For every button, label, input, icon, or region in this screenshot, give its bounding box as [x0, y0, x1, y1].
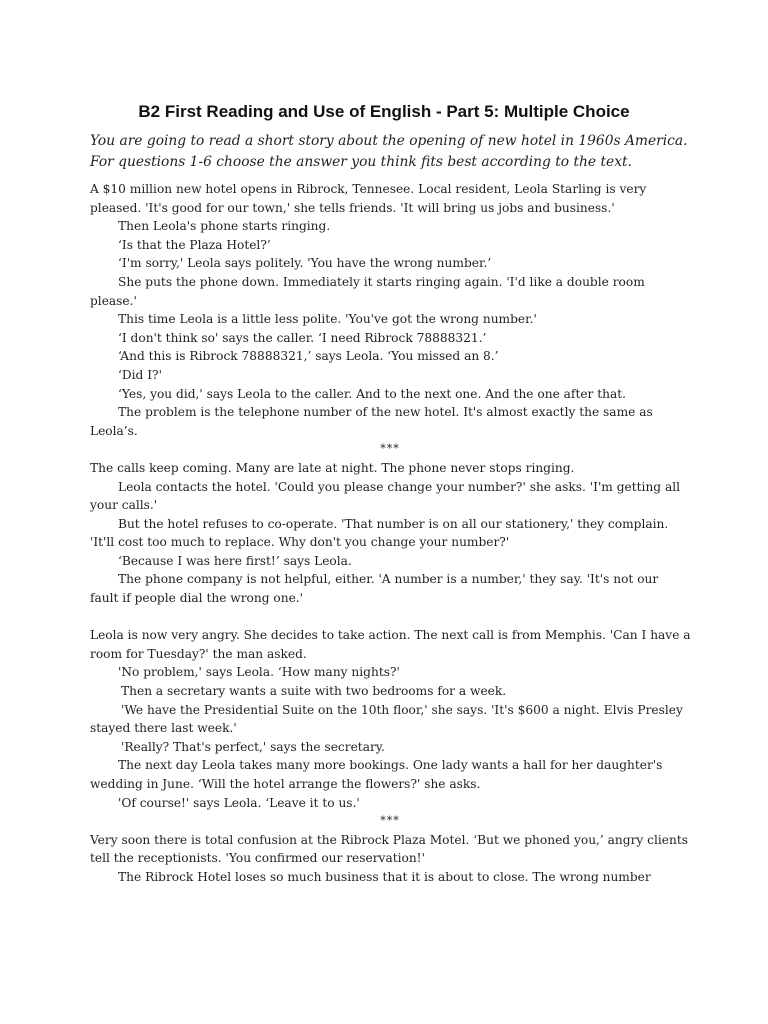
story-line: The next day Leola takes many more bookings. One lady wants a hall for her daughter's: [118, 758, 663, 773]
section-divider: ***: [380, 814, 400, 828]
story-line: ‘Did I?': [118, 367, 162, 382]
story-line: Very soon there is total confusion at the Ribrock Plaza Motel. ‘But we phoned you,’ angry clients: [90, 832, 689, 847]
story-line: The calls keep coming. Many are late at night. The phone never stops ringing.: [90, 460, 575, 475]
page-title: B2 First Reading and Use of English - Part 5: Multiple Choice: [138, 102, 630, 121]
story-line: room for Tuesday?' the man asked.: [90, 646, 307, 661]
instructions: [90, 131, 690, 173]
story-line: ‘Is that the Plaza Hotel?’: [118, 237, 271, 252]
section-divider: ***: [380, 442, 400, 456]
story-line: She puts the phone down. Immediately it starts ringing again. 'I'd like a double room: [118, 274, 645, 289]
story-text: [90, 180, 690, 887]
story-line: Leola contacts the hotel. 'Could you please change your number?' she asks. 'I'm getting all: [118, 479, 681, 494]
story-line: 'Really? That's perfect,' says the secretary.: [121, 739, 385, 754]
story-line: ‘Because I was here first!’ says Leola.: [118, 553, 352, 568]
story-line: The problem is the telephone number of the new hotel. It's almost exactly the same as: [118, 405, 653, 420]
story-line: wedding in June. ‘Will the hotel arrange the flowers?' she asks.: [90, 777, 481, 791]
story-line: But the hotel refuses to co-operate. 'That number is on all our stationery,' they complain.: [118, 516, 669, 531]
story-line: A $10 million new hotel opens in Ribrock, Tennesee. Local resident, Leola Starling is very: [90, 182, 647, 196]
story-line: Then a secretary wants a suite with two bedrooms for a week.: [121, 684, 507, 699]
story-line: 'We have the Presidential Suite on the 10th floor,' she says. 'It's $600 a night. Elvis Presley: [121, 702, 683, 717]
paragraph-gap: [90, 608, 690, 627]
story-line: your calls.': [90, 498, 158, 513]
story-line: 'Of course!' says Leola. ‘Leave it to us.': [118, 795, 360, 810]
story-line: please.': [90, 293, 137, 308]
instructions-line: For questions 1-6 choose the answer you think fits best according to the text.: [90, 154, 632, 170]
story-line: 'No problem,' says Leola. ‘How many nights?': [118, 665, 400, 680]
instructions-line: You are going to read a short story about the opening of new hotel in 1960s America.: [90, 133, 688, 149]
story-line: pleased. 'It's good for our town,' she tells friends. 'It will bring us jobs and business.': [90, 200, 615, 215]
story-line: The Ribrock Hotel loses so much business that it is about to close. The wrong number: [118, 869, 651, 884]
story-line: tell the receptionists. 'You confirmed our reservation!': [90, 851, 425, 866]
story-line: ‘I don't think so' says the caller. ‘I need Ribrock 78888321.’: [118, 330, 487, 345]
story-line: fault if people dial the wrong one.': [90, 591, 304, 606]
story-line: ‘Yes, you did,' says Leola to the caller. And to the next one. And the one after that.: [118, 386, 627, 401]
story-line: Then Leola's phone starts ringing.: [118, 219, 331, 234]
story-line: 'It'll cost too much to replace. Why don't you change your number?': [90, 535, 510, 550]
story-line: The phone company is not helpful, either. 'A number is a number,' they say. 'It's not our: [118, 572, 659, 587]
story-line: ‘And this is Ribrock 78888321,’ says Leola. ‘You missed an 8.’: [118, 349, 499, 364]
story-line: Leola is now very angry. She decides to take action. The next call is from Memphis. 'Can I have a: [90, 628, 691, 643]
story-line: This time Leola is a little less polite. 'You've got the wrong number.': [118, 312, 537, 327]
story-line: stayed there last week.': [90, 721, 237, 736]
story-line: Leola’s.: [90, 423, 138, 438]
story-line: ‘I'm sorry,' Leola says politely. 'You have the wrong number.’: [118, 256, 492, 271]
